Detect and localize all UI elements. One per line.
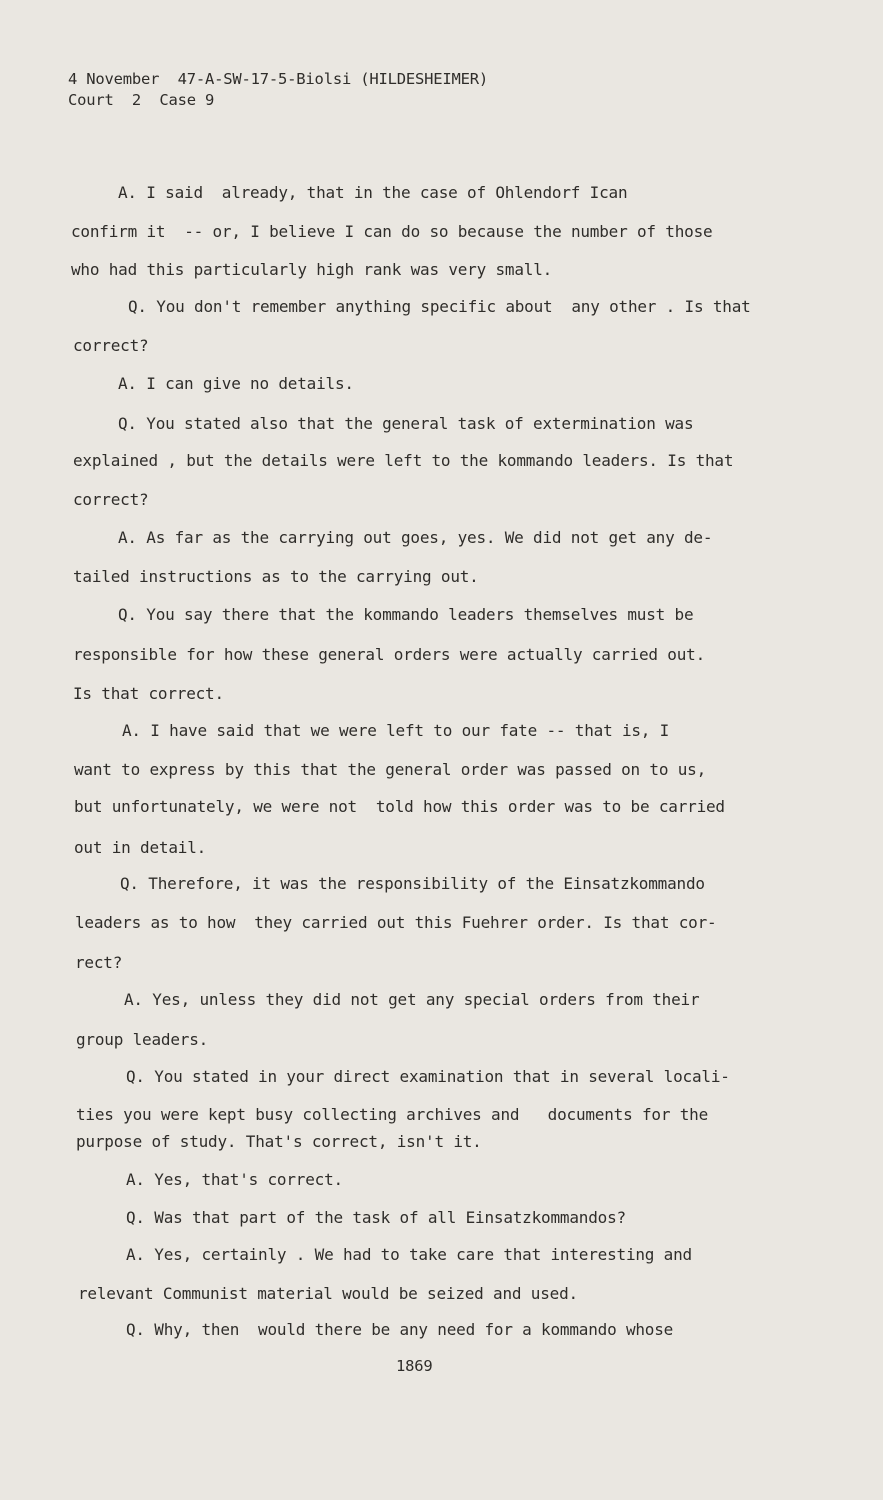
- transcript-line: confirm it -- or, I believe I can do so because the number of those: [71, 222, 713, 241]
- transcript-line: relevant Communist material would be seized and used.: [78, 1284, 578, 1303]
- transcript-line: responsible for how these general orders were actually carried out.: [73, 645, 705, 664]
- transcript-line: A. I said already, that in the case of Ohlendorf Ican: [118, 183, 628, 202]
- transcript-line: ties you were kept busy collecting archives and documents for the: [76, 1105, 708, 1124]
- transcript-line: Q. You say there that the kommando leaders themselves must be: [118, 605, 694, 624]
- transcript-line: out in detail.: [74, 838, 207, 857]
- transcript-line: rect?: [75, 953, 123, 972]
- transcript-line: but unfortunately, we were not told how this order was to be carried: [74, 797, 725, 816]
- transcript-line: purpose of study. That's correct, isn't it.: [76, 1132, 482, 1151]
- transcript-line: Q. You stated in your direct examination that in several locali-: [126, 1067, 730, 1086]
- transcript-line: Q. You stated also that the general task of extermination was: [118, 414, 694, 433]
- document-header-court-case: Court 2 Case 9: [68, 91, 215, 109]
- transcript-line: leaders as to how they carried out this Fuehrer order. Is that cor-: [75, 913, 717, 932]
- transcript-line: Q. Was that part of the task of all Einsatzkommandos?: [126, 1208, 626, 1227]
- transcript-line: Is that correct.: [73, 684, 224, 703]
- transcript-line: want to express by this that the general order was passed on to us,: [74, 760, 706, 779]
- transcript-line: A. As far as the carrying out goes, yes. We did not get any de-: [118, 528, 713, 547]
- transcript-line: A. Yes, that's correct.: [126, 1170, 343, 1189]
- transcript-line: explained , but the details were left to the kommando leaders. Is that: [73, 451, 734, 470]
- transcript-line: Q. You don't remember anything specific about any other . Is that: [128, 297, 751, 316]
- page-number: 1869: [396, 1357, 433, 1375]
- transcript-line: Q. Therefore, it was the responsibility of the Einsatzkommando: [120, 874, 705, 893]
- transcript-line: A. I can give no details.: [118, 374, 354, 393]
- transcript-line: A. I have said that we were left to our fate -- that is, I: [122, 721, 670, 740]
- transcript-line: Q. Why, then would there be any need for a kommando whose: [126, 1320, 674, 1339]
- transcript-line: correct?: [73, 490, 149, 509]
- transcript-line: who had this particularly high rank was very small.: [71, 260, 553, 279]
- transcript-line: correct?: [73, 336, 149, 355]
- transcript-line: tailed instructions as to the carrying out.: [73, 567, 479, 586]
- document-header-reference: 4 November 47-A-SW-17-5-Biolsi (HILDESHEIMER): [68, 70, 489, 88]
- transcript-line: group leaders.: [76, 1030, 209, 1049]
- transcript-line: A. Yes, unless they did not get any special orders from their: [124, 990, 700, 1009]
- transcript-line: A. Yes, certainly . We had to take care that interesting and: [126, 1245, 692, 1264]
